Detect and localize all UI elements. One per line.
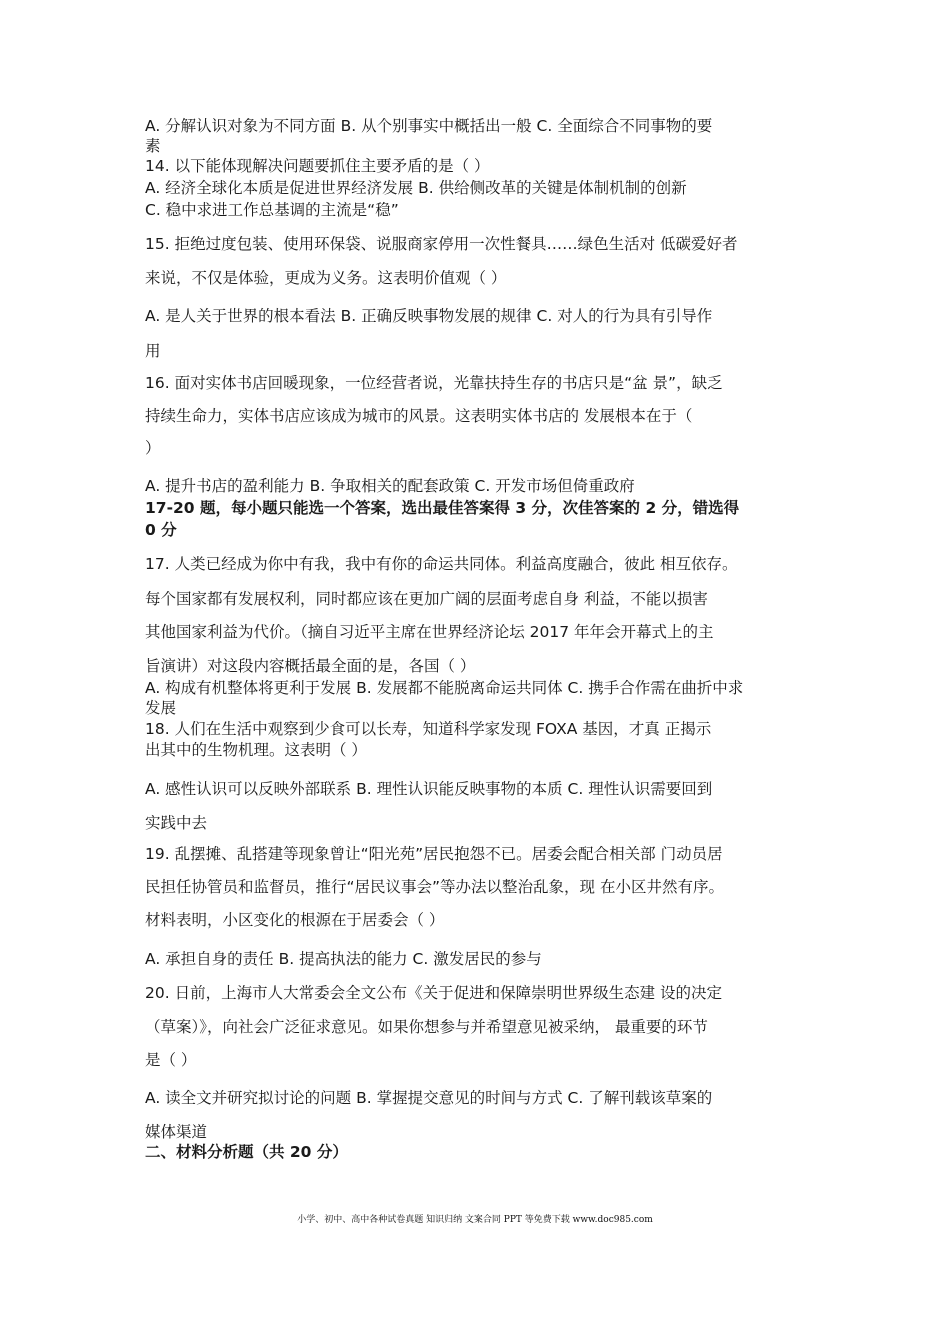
q17-stem-line3: 其他国家利益为代价。（摘自习近平主席在世界经济论坛 2017 年年会开幕式上的主 [145, 623, 714, 641]
q17-stem-line4: 旨演讲）对这段内容概括最全面的是，各国（ ） [145, 657, 476, 675]
q20-stem-line1: 20. 日前，上海市人大常委会全文公布《关于促进和保障崇明世界级生态建 设的决定 [145, 984, 723, 1002]
q18-stem-line2: 出其中的生物机理。这表明（ ） [145, 741, 367, 759]
q16-stem-line3: ） [145, 439, 161, 457]
q17-options-line: A. 构成有机整体将更利于发展 B. 发展都不能脱离命运共同体 C. 携手合作需在曲折中求 [145, 679, 744, 697]
q13-options-line: A. 分解认识对象为不同方面 B. 从个别事实中概括出一般 C. 全面综合不同事物的要 [145, 117, 713, 135]
q17-stem-line1: 17. 人类已经成为你中有我，我中有你的命运共同体。利益高度融合，彼此 相互依存。 [145, 555, 738, 573]
q16-stem-line1: 16. 面对实体书店回暖现象，一位经营者说，光靠扶持生存的书店只是“盆 景”，缺乏 [145, 374, 723, 392]
q20-stem-line2: （草案）》，向社会广泛征求意见。如果你想参与并希望意见被采纳， 最重要的环节 [145, 1018, 708, 1036]
q20-options-cont: 媒体渠道 [145, 1123, 208, 1141]
q18-options-cont: 实践中去 [145, 814, 208, 832]
section-heading-material-analysis: 二、材料分析题（共 20 分） [145, 1143, 348, 1161]
section-instruction-line2: 0 分 [145, 521, 177, 539]
q14-option-c: C. 稳中求进工作总基调的主流是“稳” [145, 201, 399, 219]
q17-stem-line2: 每个国家都有发展权利，同时都应该在更加广阔的层面考虑自身 利益，不能以损害 [145, 590, 708, 608]
q14-stem: 14. 以下能体现解决问题要抓住主要矛盾的是（ ） [145, 157, 490, 175]
q19-stem-line3: 材料表明，小区变化的根源在于居委会（ ） [145, 911, 445, 929]
q19-stem-line1: 19. 乱摆摊、乱搭建等现象曾让“阳光苑”居民抱怨不已。居委会配合相关部 门动员居 [145, 845, 723, 863]
q17-options-cont: 发展 [145, 699, 177, 717]
q15-options-line: A. 是人关于世界的根本看法 B. 正确反映事物发展的规律 C. 对人的行为具有引导作 [145, 307, 713, 325]
q18-options-line: A. 感性认识可以反映外部联系 B. 理性认识能反映事物的本质 C. 理性认识需要回到 [145, 780, 713, 798]
q18-stem-line1: 18. 人们在生活中观察到少食可以长寿，知道科学家发现 FOXA 基因，才真 正揭示 [145, 720, 712, 738]
q16-stem-line2: 持续生命力，实体书店应该成为城市的风景。这表明实体书店的 发展根本在于（ [145, 407, 693, 425]
q13-options-cont: 素 [145, 137, 161, 155]
q20-stem-line3: 是（ ） [145, 1051, 197, 1069]
page-footer: 小学、初中、高中各种试卷真题 知识归纳 文案合同 PPT 等免费下载 www.doc985.com [297, 1215, 653, 1225]
section-instruction-line1: 17-20 题，每小题只能选一个答案，选出最佳答案得 3 分，次佳答案的 2 分，错选得 [145, 499, 740, 517]
q15-stem-line2: 来说，不仅是体验，更成为义务。这表明价值观（ ） [145, 269, 507, 287]
q19-options-line: A. 承担自身的责任 B. 提高执法的能力 C. 激发居民的参与 [145, 950, 542, 968]
q20-options-line: A. 读全文并研究拟讨论的问题 B. 掌握提交意见的时间与方式 C. 了解刊载该草案的 [145, 1089, 713, 1107]
q15-stem-line1: 15. 拒绝过度包装、使用环保袋、说服商家停用一次性餐具……绿色生活对 低碳爱好者 [145, 235, 738, 253]
q16-options-line: A. 提升书店的盈利能力 B. 争取相关的配套政策 C. 开发市场但倚重政府 [145, 477, 635, 495]
q15-options-cont: 用 [145, 342, 161, 360]
q19-stem-line2: 民担任协管员和监督员，推行“居民议事会”等办法以整治乱象，现 在小区井然有序。 [145, 878, 724, 896]
q14-options-ab: A. 经济全球化本质是促进世界经济发展 B. 供给侧改革的关键是体制机制的创新 [145, 179, 687, 197]
